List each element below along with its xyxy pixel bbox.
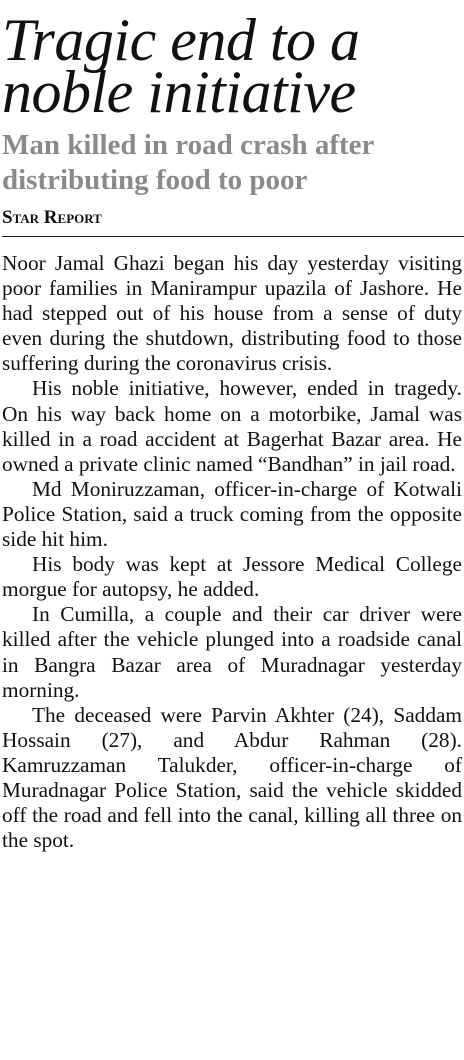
paragraph: In Cumilla, a couple and their car driver were killed after the vehicle plunged into a roadside canal in Bangra Bazar area of Muradnagar yesterday morning. <box>2 602 462 702</box>
byline: Star Report <box>2 207 102 228</box>
headline: Tragic end to a noble initiative <box>2 7 360 125</box>
news-article <box>0 7 464 1060</box>
paragraph: Md Moniruzzaman, officer-in-charge of Kotwali Police Station, said a truck coming from the opposite side hit him. <box>2 476 462 552</box>
subheadline: Man killed in road crash after distributing food to poor <box>2 129 375 196</box>
article-body <box>2 251 462 853</box>
paragraph: His body was kept at Jessore Medical College morgue for autopsy, he added. <box>2 552 462 602</box>
paragraph: His noble initiative, however, ended in tragedy. On his way back home on a motorbike, Jamal was killed in a road accident at Bagerhat Bazar area. He owned a private clinic named “Bandhan” in jail road. <box>2 376 462 476</box>
divider <box>2 236 464 237</box>
paragraph: The deceased were Parvin Akhter (24), Saddam Hossain (27), and Abdur Rahman (28). Kamruzzaman Talukder, officer-in-charge of Muradnagar Police Station, said the vehicle skidded off the road and fell into the canal, killing all three on the spot. <box>2 702 462 853</box>
paragraph: Noor Jamal Ghazi began his day yesterday visiting poor families in Manirampur upazila of Jashore. He had stepped out of his house from a sense of duty even during the shutdown, distributing food to those suffering during the coronavirus crisis. <box>2 251 462 376</box>
